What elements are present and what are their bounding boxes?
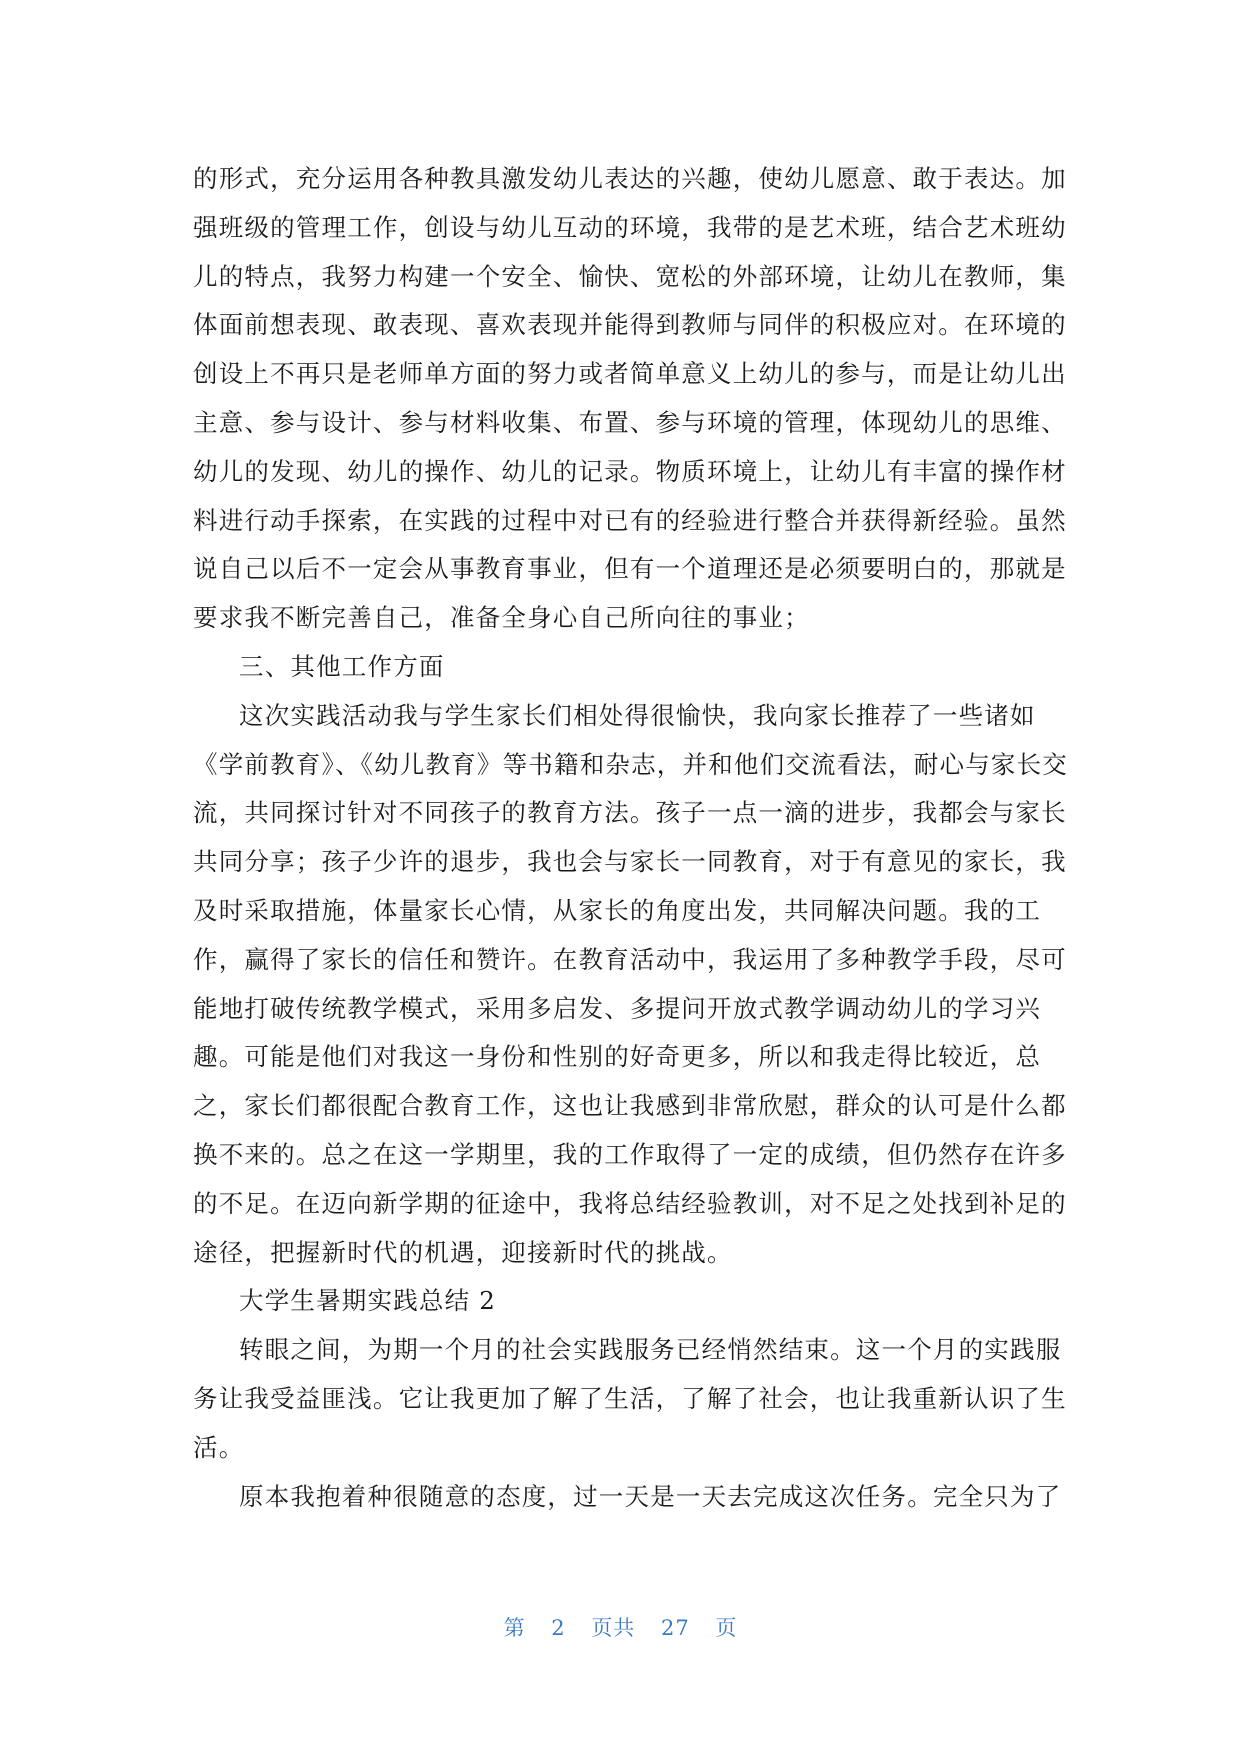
text-line: 幼儿的发现、幼儿的操作、幼儿的记录。物质环境上，让幼儿有丰富的操作材 [193, 456, 1067, 486]
document-body [193, 155, 1068, 1521]
text-line: 共同分享；孩子少许的退步，我也会与家长一同教育，对于有意见的家长，我 [193, 847, 1067, 877]
text-line: 换不来的。总之在这一学期里，我的工作取得了一定的成绩，但仍然存在许多 [193, 1139, 1067, 1169]
footer-label-page: 第 [503, 1616, 526, 1640]
text-line: 强班级的管理工作，创设与幼儿互动的环境，我带的是艺术班，结合艺术班幼 [193, 212, 1067, 242]
text-line: 说自己以后不一定会从事教育事业，但有一个道理还是必须要明白的，那就是 [193, 554, 1067, 584]
text-line: 活。 [193, 1432, 245, 1462]
text-line: 的形式，充分运用各种教具激发幼儿表达的兴趣，使幼儿愿意、敢于表达。加 [193, 164, 1067, 193]
text-line: 的不足。在迈向新学期的征途中，我将总结经验教训，对不足之处找到补足的 [193, 1188, 1067, 1218]
footer-label-total: 页共 [591, 1616, 636, 1640]
footer-total-pages: 27 [661, 1616, 690, 1640]
text-line: 主意、参与设计、参与材料收集、布置、参与环境的管理，体现幼儿的思维、 [193, 407, 1067, 437]
text-line: 及时采取措施，体量家长心情，从家长的角度出发，共同解决问题。我的工 [193, 895, 1042, 925]
text-line: 体面前想表现、敢表现、喜欢表现并能得到教师与同伴的积极应对。在环境的 [193, 310, 1067, 340]
text-line: 之，家长们都很配合教育工作，这也让我感到非常欣慰，群众的认可是什么都 [193, 1091, 1067, 1121]
text-line: 这次实践活动我与学生家长们相处得很愉快，我向家长推荐了一些诸如 [239, 700, 1036, 730]
text-line: 《学前教育》、《幼儿教育》等书籍和杂志，并和他们交流看法，耐心与家长交 [193, 749, 1068, 779]
text-line: 务让我受益匪浅。它让我更加了解了生活，了解了社会，也让我重新认识了生 [193, 1383, 1067, 1413]
text-line: 趣。可能是他们对我这一身份和性别的好奇更多，所以和我走得比较近，总 [193, 1042, 1042, 1072]
page-footer [0, 1612, 1241, 1642]
text-line: 转眼之间，为期一个月的社会实践服务已经悄然结束。这一个月的实践服 [239, 1335, 1062, 1365]
footer-current-page: 2 [551, 1616, 566, 1640]
text-line: 创设上不再只是老师单方面的努力或者简单意义上幼儿的参与，而是让幼儿出 [193, 359, 1067, 389]
text-line: 流，共同探讨针对不同孩子的教育方法。孩子一点一滴的进步，我都会与家长 [193, 798, 1067, 828]
text-line: 料进行动手探索，在实践的过程中对已有的经验进行整合并获得新经验。虽然 [193, 505, 1067, 535]
text-line: 原本我抱着种很随意的态度，过一天是一天去完成这次任务。完全只为了 [239, 1481, 1062, 1511]
text-line: 三、其他工作方面 [239, 651, 445, 681]
text-line: 能地打破传统教学模式，采用多启发、多提问开放式教学调动幼儿的学习兴 [193, 993, 1042, 1023]
text-line: 儿的特点，我努力构建一个安全、愉快、宽松的外部环境，让幼儿在教师，集 [193, 261, 1067, 291]
footer-label-end: 页 [715, 1616, 738, 1640]
text-line: 途径，把握新时代的机遇，迎接新时代的挑战。 [193, 1237, 733, 1267]
text-line: 要求我不断完善自己，准备全身心自己所向往的事业； [193, 603, 810, 633]
text-line: 大学生暑期实践总结 2 [239, 1286, 497, 1316]
text-line: 作，赢得了家长的信任和赞许。在教育活动中，我运用了多种教学手段，尽可 [193, 944, 1067, 974]
